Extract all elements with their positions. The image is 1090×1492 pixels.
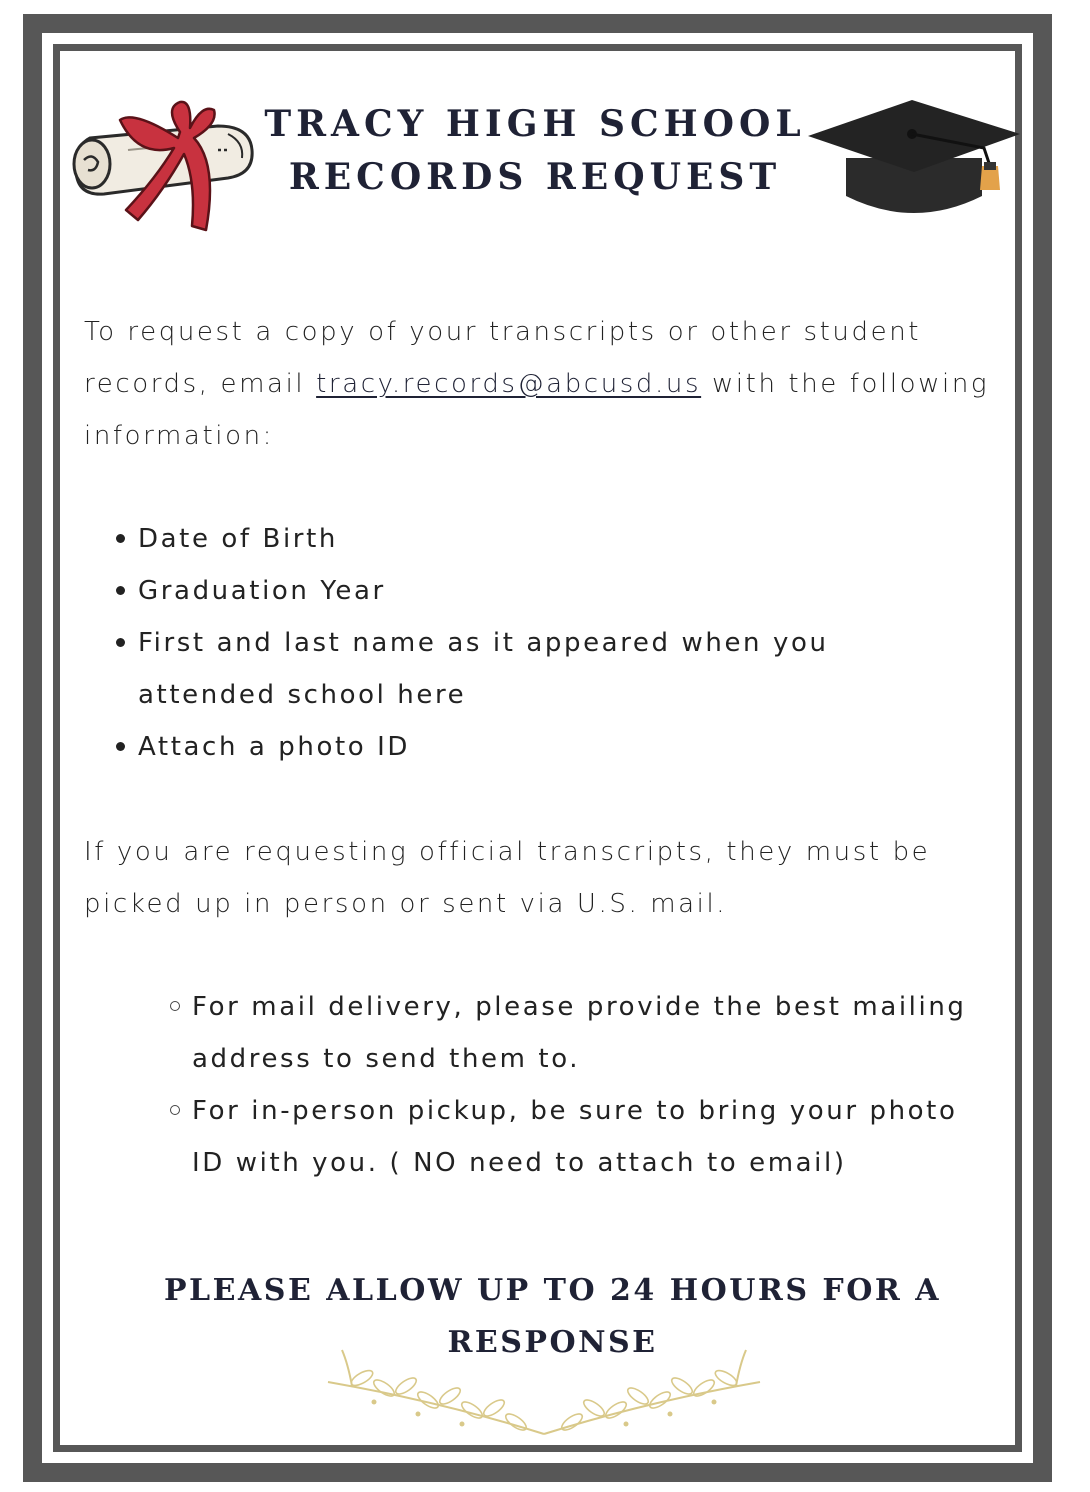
delivery-options-list <box>192 981 972 1189</box>
list-item: Date of Birth <box>138 513 978 565</box>
response-time-note: PLEASE ALLOW UP TO 24 HOURS FOR A RESPONSE <box>163 1273 942 1360</box>
graduation-cap-icon <box>804 96 1022 224</box>
circle-bullet-icon <box>170 1001 180 1011</box>
diploma-scroll-icon <box>68 98 260 238</box>
bullet-icon <box>116 534 125 543</box>
bullet-icon <box>116 586 125 595</box>
bullet-icon <box>116 638 125 647</box>
bullet-icon <box>116 742 125 751</box>
intro-paragraph: To request a copy of your transcripts or other student records, email tracy.records@abcusd.us with the following information: <box>84 317 990 451</box>
list-item: For in-person pickup, be sure to bring your photo ID with you. ( NO need to attach to email) <box>192 1085 972 1189</box>
list-item: For mail delivery, please provide the best mailing address to send them to. <box>192 981 972 1085</box>
laurel-branch-icon <box>322 1342 766 1438</box>
records-email-link[interactable]: tracy.records@abcusd.us <box>316 369 702 399</box>
list-item: First and last name as it appeared when you attended school here <box>138 617 978 721</box>
title-line-2: RECORDS REQUEST <box>288 156 782 198</box>
list-item: Attach a photo ID <box>138 721 978 773</box>
required-info-list <box>138 513 978 773</box>
title-line-1: TRACY HIGH SCHOOL <box>264 103 806 145</box>
page-title <box>255 98 815 204</box>
circle-bullet-icon <box>170 1105 180 1115</box>
list-item: Graduation Year <box>138 565 978 617</box>
official-transcripts-paragraph: If you are requesting official transcripts, they must be picked up in person or sent via U.S. mail. <box>84 837 931 919</box>
